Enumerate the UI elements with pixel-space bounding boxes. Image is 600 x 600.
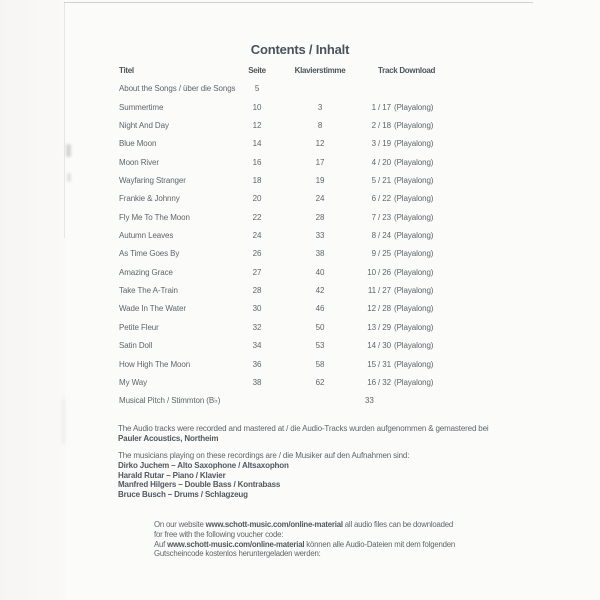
cell-piano-part-page: 46 [315, 304, 325, 314]
table-body [119, 80, 450, 410]
cell-page-number: 24 [252, 231, 262, 241]
table-row [119, 154, 450, 172]
track-number: 33 [365, 396, 374, 406]
cell-page-number: 22 [252, 212, 262, 222]
table-row [119, 319, 450, 337]
voucher-de-line2: Gutscheincode kostenlos heruntergeladen werden: [154, 549, 321, 559]
track-suffix: (Playalong) [394, 212, 434, 222]
cell-track-download [365, 172, 450, 190]
table-row [119, 337, 450, 355]
download-url: www.schott-music.com/online-material [205, 520, 343, 529]
table-row [119, 227, 450, 245]
voucher-de-prefix: Auf [154, 539, 168, 549]
track-suffix: (Playalong) [394, 249, 434, 259]
track-suffix: (Playalong) [394, 377, 434, 387]
cell-track-download [365, 209, 450, 227]
cell-piano-part-page: 33 [315, 231, 325, 241]
table-row [119, 190, 450, 208]
track-suffix: (Playalong) [394, 341, 434, 351]
cell-piano-part-page: 19 [315, 176, 325, 186]
scan-page-edge-left [64, 3, 65, 238]
cell-page-number: 34 [252, 341, 262, 351]
cell-piano-part-page: 3 [317, 102, 323, 112]
cell-track-download [365, 337, 450, 355]
cell-piano-part-page: 62 [315, 377, 325, 387]
table-header-row [119, 62, 450, 80]
cell-song-title: Take The A-Train [119, 286, 178, 296]
cell-track-download [365, 356, 450, 374]
track-suffix: (Playalong) [394, 267, 434, 277]
cell-song-title: My Way [119, 377, 147, 387]
cell-song-title: Wade In The Water [119, 304, 186, 314]
cell-page-number: 32 [252, 322, 262, 332]
musician-line: Bruce Busch – Drums / Schlagzeug [118, 490, 248, 500]
download-url: www.schott-music.com/online-material [167, 539, 305, 549]
recording-studio-name: Pauler Acoustics, Northeim [118, 433, 219, 443]
cell-song-title: As Time Goes By [119, 249, 180, 259]
musicians-intro: The musicians playing on these recordings are / die Musiker auf den Aufnahmen sind: [118, 451, 410, 460]
cell-piano-part-page [275, 392, 365, 410]
cell-song-title: Musical Pitch / Stimmton (B♭) [119, 396, 221, 406]
track-number: 15 / 31 [367, 359, 391, 369]
track-suffix: (Playalong) [394, 176, 434, 186]
recording-note-line1: The Audio tracks were recorded and mastered at / die Audio-Tracks wurden aufgenommen & gemastered bei [118, 424, 489, 433]
table-row [119, 245, 450, 263]
cell-song-title: Autumn Leaves [119, 231, 174, 241]
column-header-track-download: Track Download [378, 66, 436, 75]
voucher-note [154, 520, 455, 559]
cell-piano-part-page: 58 [315, 359, 325, 369]
track-suffix: (Playalong) [394, 157, 434, 167]
voucher-en-prefix: On our website [154, 520, 206, 529]
table-row [119, 172, 450, 190]
track-suffix: (Playalong) [394, 194, 434, 204]
track-number: 1 / 17 [371, 102, 391, 112]
column-header-titel: Titel [119, 66, 134, 75]
table-row [119, 209, 450, 227]
cell-song-title: Petite Fleur [119, 322, 159, 332]
cell-page-number: 16 [252, 157, 262, 167]
contents-table [119, 62, 450, 411]
cell-song-title: About the Songs / über die Songs [119, 84, 236, 94]
voucher-de-suffix: können alle Audio-Dateien mit dem folgenden [304, 539, 456, 549]
recording-note [118, 424, 489, 444]
track-number: 13 / 29 [367, 322, 391, 332]
cell-track-download [365, 374, 450, 392]
musician-line: Dirko Juchem – Alto Saxophone / Altsaxophon [118, 460, 289, 470]
page-title: Contents / Inhalt [250, 42, 350, 57]
cell-page-number: 30 [252, 304, 262, 314]
cell-page-number: 5 [254, 84, 260, 94]
track-suffix: (Playalong) [394, 121, 434, 131]
cell-track-download [365, 245, 450, 263]
table-row [119, 117, 450, 135]
cell-page-number: 18 [252, 176, 262, 186]
voucher-en-line2: for free with the following voucher code: [154, 529, 284, 539]
table-row [119, 300, 450, 318]
scan-smudge [62, 398, 65, 444]
cell-page-number [239, 392, 275, 410]
musician-line: Harald Rutar – Piano / Klavier [118, 470, 226, 480]
track-suffix: (Playalong) [394, 102, 434, 112]
cell-song-title: Satin Doll [119, 341, 153, 351]
cell-page-number: 26 [252, 249, 262, 259]
voucher-en-suffix: all audio files can be downloaded [342, 520, 454, 529]
track-number: 4 / 20 [371, 157, 391, 167]
table-row [119, 392, 450, 410]
cell-track-download [365, 300, 450, 318]
cell-song-title: Summertime [119, 102, 164, 112]
cell-piano-part-page: 24 [315, 194, 325, 204]
cell-page-number: 10 [252, 102, 262, 112]
column-header-klavierstimme: Klavierstimme [294, 66, 346, 75]
table-row [119, 99, 450, 117]
column-header-seite: Seite [248, 66, 266, 75]
track-number: 9 / 25 [371, 249, 391, 259]
track-suffix: (Playalong) [394, 139, 434, 149]
cell-page-number: 38 [252, 377, 262, 387]
cell-piano-part-page: 40 [315, 267, 325, 277]
cell-piano-part-page: 50 [315, 322, 325, 332]
cell-track-download [365, 99, 450, 117]
table-row [119, 282, 450, 300]
cell-track-download [365, 282, 450, 300]
table-row [119, 356, 450, 374]
cell-song-title: Moon River [119, 157, 159, 167]
cell-track-download [365, 135, 450, 153]
cell-piano-part-page: 53 [315, 341, 325, 351]
cell-page-number: 28 [252, 286, 262, 296]
cell-page-number: 20 [252, 194, 262, 204]
cell-track-download [365, 227, 450, 245]
cell-track-download [365, 392, 450, 410]
scan-page-edge-top [64, 2, 533, 3]
track-number: 3 / 19 [371, 139, 391, 149]
track-suffix: (Playalong) [394, 304, 434, 314]
track-number: 8 / 24 [371, 231, 391, 241]
track-number: 16 / 32 [367, 377, 391, 387]
track-number: 7 / 23 [371, 212, 391, 222]
table-row [119, 374, 450, 392]
cell-piano-part-page: 28 [315, 212, 325, 222]
cell-page-number: 14 [252, 139, 262, 149]
track-number: 2 / 18 [371, 121, 391, 131]
table-row [119, 80, 450, 98]
cell-song-title: Wayfaring Stranger [119, 176, 186, 186]
scan-smudge [66, 144, 71, 157]
cell-piano-part-page: 8 [317, 121, 323, 131]
table-row [119, 135, 450, 153]
cell-song-title: Fly Me To The Moon [119, 212, 190, 222]
cell-song-title: Night And Day [119, 121, 169, 131]
cell-song-title: Blue Moon [119, 139, 157, 149]
cell-piano-part-page [275, 80, 365, 98]
musicians-note [118, 451, 409, 500]
musician-line: Manfred Hilgers – Double Bass / Kontrabass [118, 480, 281, 490]
cell-track-download [365, 154, 450, 172]
cell-track-download [365, 264, 450, 282]
track-number: 5 / 21 [371, 176, 391, 186]
cell-track-download [365, 190, 450, 208]
track-suffix: (Playalong) [394, 359, 434, 369]
track-number: 10 / 26 [367, 267, 391, 277]
cell-song-title: How High The Moon [119, 359, 191, 369]
cell-piano-part-page: 12 [315, 139, 325, 149]
cell-page-number: 36 [252, 359, 262, 369]
track-number: 11 / 27 [367, 286, 391, 296]
cell-song-title: Amazing Grace [119, 267, 173, 277]
scan-smudge [67, 173, 71, 182]
cell-piano-part-page: 38 [315, 249, 325, 259]
track-number: 12 / 28 [367, 304, 391, 314]
cell-track-download [365, 319, 450, 337]
table-row [119, 264, 450, 282]
track-suffix: (Playalong) [394, 322, 434, 332]
track-suffix: (Playalong) [394, 286, 434, 296]
track-suffix: (Playalong) [394, 231, 434, 241]
track-number: 6 / 22 [371, 194, 391, 204]
cell-song-title: Frankie & Johnny [119, 194, 180, 204]
cell-page-number: 27 [252, 267, 262, 277]
cell-piano-part-page: 17 [315, 157, 325, 167]
scan-left-margin [0, 0, 65, 600]
track-number: 14 / 30 [367, 341, 391, 351]
cell-page-number: 12 [252, 121, 262, 131]
cell-track-download [365, 117, 450, 135]
cell-track-download [365, 80, 450, 98]
cell-piano-part-page: 42 [315, 286, 325, 296]
